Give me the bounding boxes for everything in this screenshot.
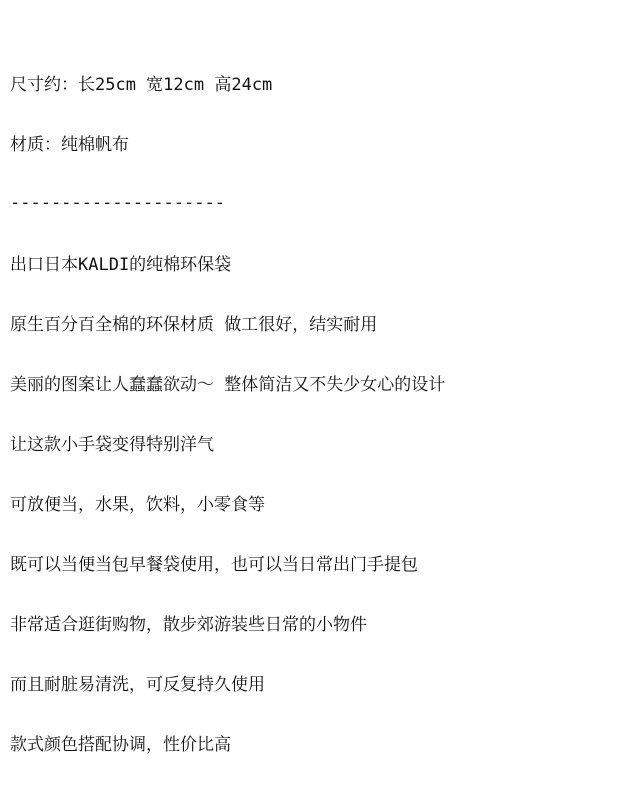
description-line: 可放便当，水果，饮料，小零食等 [10, 495, 265, 515]
description-line: 非常适合逛街购物，散步郊游装些日常的小物件 [10, 615, 367, 635]
material-spec: 材质：纯棉帆布 [10, 135, 129, 155]
description-line: 既可以当便当包早餐袋使用，也可以当日常出门手提包 [10, 555, 418, 575]
description-line: 出口日本KALDI的纯棉环保袋 [10, 255, 232, 275]
description-line: 让这款小手袋变得特别洋气 [10, 435, 214, 455]
description-line: 款式颜色搭配协调，性价比高 [10, 735, 231, 755]
size-spec: 尺寸约：长25cm 宽12cm 高24cm [10, 75, 273, 95]
description-line: 美丽的图案让人蠢蠢欲动～ 整体简洁又不失少女心的设计 [10, 375, 446, 395]
description-line: 原生百分百全棉的环保材质 做工很好，结实耐用 [10, 315, 378, 335]
description-line: 而且耐脏易清洗，可反复持久使用 [10, 675, 265, 695]
dashed-divider: --------------------- [10, 193, 225, 213]
